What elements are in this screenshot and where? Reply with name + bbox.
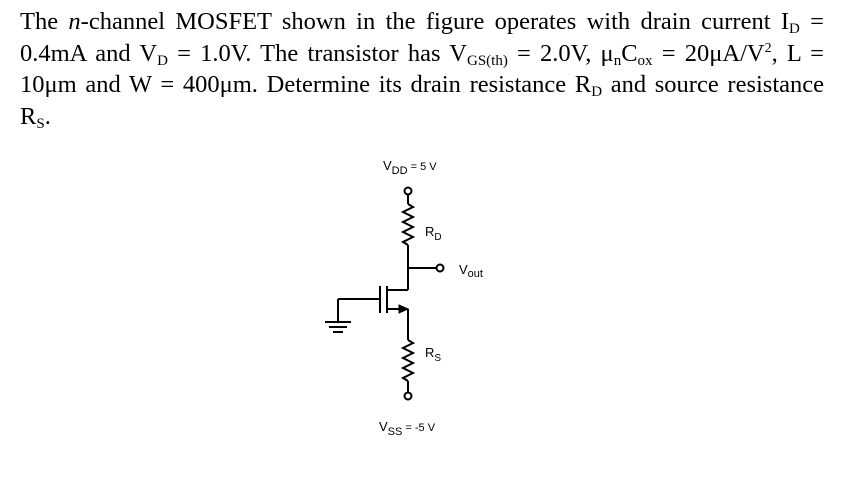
rd-resistor [403, 204, 413, 245]
vdd-terminal [405, 188, 412, 195]
vss-terminal [405, 393, 412, 400]
rs-resistor [403, 340, 413, 381]
rd-label: $R_D$ [425, 224, 442, 243]
ground-symbol [325, 322, 351, 332]
vout-label: $V_{out}$ [459, 262, 483, 280]
problem-statement: The n-channel MOSFET shown in the figure operates with drain current $I_D = 0.4mA$ and $V_D = 1.0V$. The transistor has $V_{GS(th)} = 2.0V$, $\mu_nC_{ox} = 20\mu A/V^2$, L = 10μm and W = 400μm. Determine its drain resistance $R_D$ and source resistance $R_S$. [20, 8, 825, 132]
rs-label: $R_S$ [425, 345, 442, 364]
vout-terminal [437, 265, 444, 272]
vdd-label: $V_{DD}$ $^{= 5 V}$ [383, 158, 437, 177]
vss-label: $V_{SS}$ $^{= -5 V}$ [379, 419, 436, 438]
mosfet-symbol [338, 286, 408, 340]
